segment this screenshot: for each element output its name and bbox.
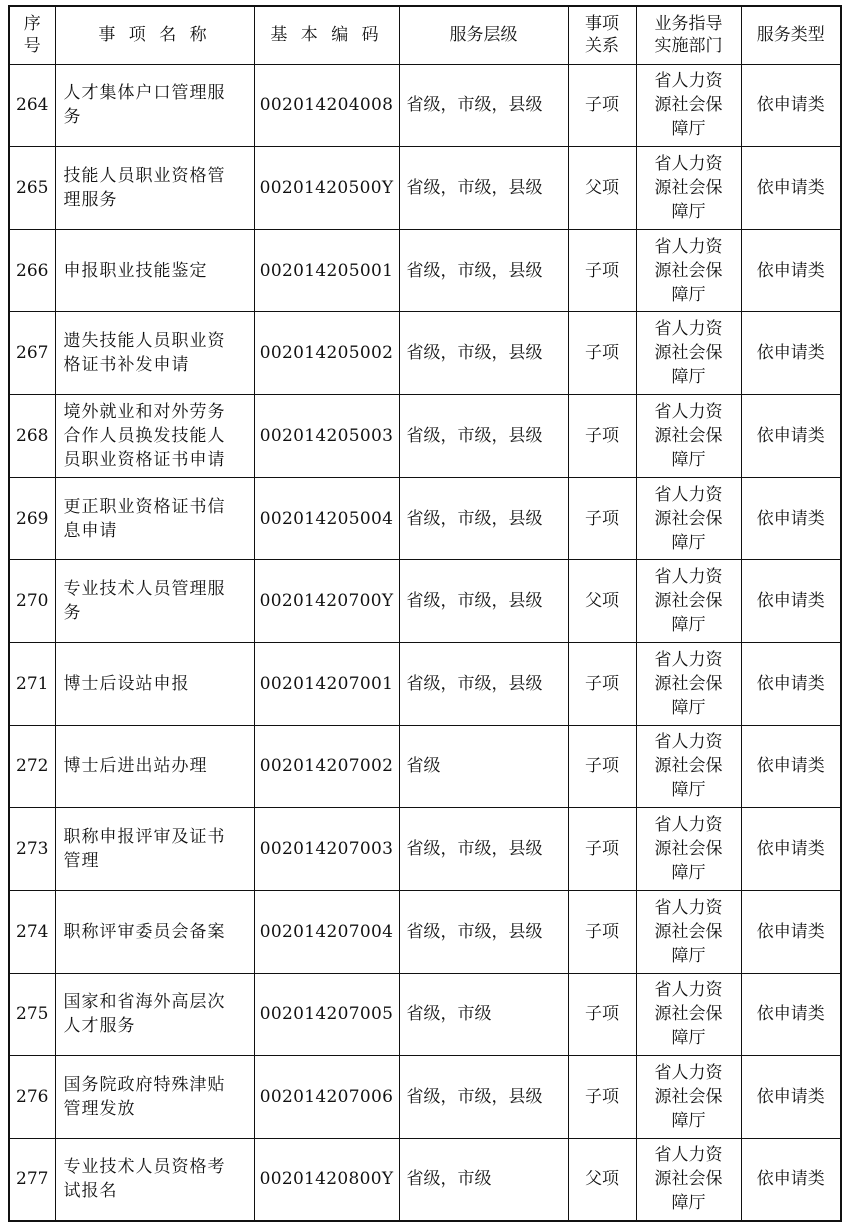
cell-seq: 264 [9, 64, 55, 147]
item-name-line: 博士后设站申报 [63, 673, 190, 694]
department-line: 障厅 [671, 367, 706, 388]
cell-service-type: 依申请类 [741, 1056, 841, 1139]
header-name: 事 项 名 称 [55, 6, 254, 64]
table-row [9, 973, 841, 1056]
cell-service-level: 省级，市级，县级 [399, 890, 568, 973]
department-line: 源社会保 [654, 95, 723, 116]
cell-service-type: 依申请类 [741, 725, 841, 808]
department-line: 省人力资 [654, 567, 723, 588]
department-line: 源社会保 [654, 343, 723, 364]
cell-seq: 265 [9, 147, 55, 230]
cell-item-name [55, 147, 254, 230]
department-line: 省人力资 [654, 1145, 723, 1166]
cell-item-name [55, 1138, 254, 1221]
department-line: 障厅 [671, 945, 706, 966]
item-name-line: 专业技术人员资格考 [63, 1157, 226, 1178]
department-line: 省人力资 [654, 153, 723, 174]
department-line: 障厅 [671, 201, 706, 222]
table-row [9, 808, 841, 891]
header-seq-line-2: 号 [23, 36, 41, 57]
item-name-line: 员职业资格证书申请 [63, 449, 226, 470]
cell-relation: 子项 [568, 725, 636, 808]
table-row [9, 229, 841, 312]
cell-department [636, 808, 741, 891]
cell-service-type: 依申请类 [741, 312, 841, 395]
department-line: 源社会保 [654, 177, 723, 198]
table-row [9, 64, 841, 147]
cell-service-type: 依申请类 [741, 973, 841, 1056]
cell-service-level: 省级，市级，县级 [399, 642, 568, 725]
cell-service-level: 省级，市级，县级 [399, 147, 568, 230]
cell-relation: 子项 [568, 229, 636, 312]
cell-code: 002014207006 [254, 1056, 399, 1139]
cell-relation: 父项 [568, 147, 636, 230]
cell-service-type: 依申请类 [741, 477, 841, 560]
cell-relation: 子项 [568, 477, 636, 560]
cell-department [636, 890, 741, 973]
table-row [9, 477, 841, 560]
cell-code: 002014207001 [254, 642, 399, 725]
item-name-line: 境外就业和对外劳务 [63, 401, 226, 422]
item-name-line: 管理 [63, 851, 100, 872]
cell-item-name [55, 560, 254, 643]
cell-department [636, 477, 741, 560]
cell-service-type: 依申请类 [741, 890, 841, 973]
item-name-line: 申报职业技能鉴定 [63, 260, 208, 281]
header-relation-line-2: 关系 [585, 36, 619, 57]
cell-seq: 268 [9, 395, 55, 478]
department-line: 障厅 [671, 449, 706, 470]
item-name-line: 管理发放 [63, 1099, 136, 1119]
header-dept-line-2: 实施部门 [654, 36, 723, 57]
cell-department [636, 1056, 741, 1139]
cell-code: 00201420800Y [254, 1138, 399, 1221]
cell-service-type: 依申请类 [741, 560, 841, 643]
item-name-line: 务 [63, 603, 82, 624]
department-line: 省人力资 [654, 897, 723, 918]
item-name-line: 职称评审委员会备案 [63, 921, 226, 942]
cell-item-name [55, 890, 254, 973]
item-name-line: 博士后进出站办理 [63, 756, 208, 777]
item-name-line: 人才集体户口管理服 [63, 83, 226, 104]
cell-relation: 子项 [568, 642, 636, 725]
table-row [9, 725, 841, 808]
cell-relation: 父项 [568, 1138, 636, 1221]
department-line: 省人力资 [654, 980, 723, 1001]
cell-seq: 271 [9, 642, 55, 725]
cell-service-level: 省级，市级 [399, 973, 568, 1056]
department-line: 省人力资 [654, 815, 723, 836]
cell-seq: 274 [9, 890, 55, 973]
cell-seq: 273 [9, 808, 55, 891]
item-name-line: 试报名 [63, 1181, 118, 1202]
department-line: 源社会保 [654, 260, 723, 281]
table-row [9, 312, 841, 395]
cell-service-type: 依申请类 [741, 1138, 841, 1221]
department-line: 省人力资 [654, 484, 723, 505]
cell-service-level: 省级，市级 [399, 1138, 568, 1221]
cell-service-type: 依申请类 [741, 642, 841, 725]
cell-relation: 子项 [568, 1056, 636, 1139]
table-row [9, 1138, 841, 1221]
header-type: 服务类型 [741, 6, 841, 64]
item-name-line: 专业技术人员管理服 [63, 579, 226, 600]
department-line: 障厅 [671, 1193, 706, 1214]
item-name-line: 国务院政府特殊津贴 [63, 1075, 226, 1095]
cell-service-level: 省级 [399, 725, 568, 808]
cell-item-name [55, 312, 254, 395]
cell-department [636, 973, 741, 1056]
table-row [9, 890, 841, 973]
item-name-line: 合作人员换发技能人 [63, 425, 226, 446]
cell-relation: 子项 [568, 808, 636, 891]
cell-seq: 267 [9, 312, 55, 395]
department-line: 障厅 [671, 697, 706, 718]
cell-service-level: 省级，市级，县级 [399, 64, 568, 147]
cell-seq: 275 [9, 973, 55, 1056]
cell-service-level: 省级，市级，县级 [399, 312, 568, 395]
cell-seq: 266 [9, 229, 55, 312]
header-code: 基 本 编 码 [254, 6, 399, 64]
department-line: 源社会保 [654, 508, 723, 529]
department-line: 源社会保 [654, 425, 723, 446]
cell-relation: 子项 [568, 890, 636, 973]
department-line: 障厅 [671, 863, 706, 884]
department-line: 源社会保 [654, 839, 723, 860]
cell-service-level: 省级，市级，县级 [399, 477, 568, 560]
item-name-line: 理服务 [63, 189, 118, 210]
department-line: 省人力资 [654, 401, 723, 422]
cell-department [636, 1138, 741, 1221]
cell-department [636, 229, 741, 312]
cell-department [636, 312, 741, 395]
cell-service-level: 省级，市级，县级 [399, 229, 568, 312]
table-row [9, 1056, 841, 1139]
cell-seq: 269 [9, 477, 55, 560]
cell-seq: 277 [9, 1138, 55, 1221]
department-line: 障厅 [671, 1028, 706, 1049]
cell-relation: 子项 [568, 395, 636, 478]
item-name-line: 更正职业资格证书信 [63, 496, 226, 517]
item-name-line: 职称申报评审及证书 [63, 827, 226, 848]
cell-service-level: 省级，市级，县级 [399, 808, 568, 891]
cell-seq: 272 [9, 725, 55, 808]
department-line: 省人力资 [654, 71, 723, 92]
cell-item-name [55, 395, 254, 478]
header-dept [636, 6, 741, 64]
header-level: 服务层级 [399, 6, 568, 64]
department-line: 源社会保 [654, 1004, 723, 1025]
department-line: 障厅 [671, 780, 706, 801]
cell-service-type: 依申请类 [741, 395, 841, 478]
cell-code: 002014205003 [254, 395, 399, 478]
cell-item-name [55, 1056, 254, 1139]
department-line: 省人力资 [654, 1063, 723, 1083]
item-name-line: 技能人员职业资格管 [63, 165, 226, 186]
header-relation-line-1: 事项 [585, 14, 619, 35]
cell-relation: 子项 [568, 973, 636, 1056]
table-row [9, 560, 841, 643]
cell-service-type: 依申请类 [741, 147, 841, 230]
table-row [9, 395, 841, 478]
cell-department [636, 725, 741, 808]
department-line: 障厅 [671, 615, 706, 636]
cell-item-name [55, 973, 254, 1056]
cell-department [636, 560, 741, 643]
header-row [9, 6, 841, 64]
department-line: 源社会保 [654, 591, 723, 612]
cell-code: 00201420500Y [254, 147, 399, 230]
cell-department [636, 64, 741, 147]
item-name-line: 国家和省海外高层次 [63, 992, 226, 1013]
cell-item-name [55, 477, 254, 560]
cell-seq: 276 [9, 1056, 55, 1139]
cell-service-level: 省级，市级，县级 [399, 395, 568, 478]
cell-code: 002014207003 [254, 808, 399, 891]
department-line: 源社会保 [654, 921, 723, 942]
cell-item-name [55, 64, 254, 147]
cell-code: 002014205002 [254, 312, 399, 395]
department-line: 源社会保 [654, 756, 723, 777]
department-line: 源社会保 [654, 1169, 723, 1190]
header-dept-line-1: 业务指导 [654, 14, 723, 35]
item-name-line: 务 [63, 107, 82, 128]
cell-service-level: 省级，市级，县级 [399, 1056, 568, 1139]
item-name-line: 格证书补发申请 [63, 355, 190, 376]
service-items-table [8, 5, 842, 1222]
cell-item-name [55, 725, 254, 808]
department-line: 省人力资 [654, 319, 723, 340]
cell-department [636, 147, 741, 230]
department-line: 省人力资 [654, 649, 723, 670]
department-line: 源社会保 [654, 673, 723, 694]
department-line: 障厅 [671, 1111, 706, 1131]
item-name-line: 遗失技能人员职业资 [63, 331, 226, 352]
table-body [9, 64, 841, 1221]
header-seq [9, 6, 55, 64]
cell-code: 00201420700Y [254, 560, 399, 643]
cell-department [636, 642, 741, 725]
cell-department [636, 395, 741, 478]
cell-service-type: 依申请类 [741, 64, 841, 147]
cell-code: 002014207002 [254, 725, 399, 808]
department-line: 障厅 [671, 119, 706, 140]
department-line: 省人力资 [654, 236, 723, 257]
cell-code: 002014207004 [254, 890, 399, 973]
cell-item-name [55, 229, 254, 312]
cell-service-type: 依申请类 [741, 808, 841, 891]
cell-relation: 子项 [568, 64, 636, 147]
table-row [9, 642, 841, 725]
cell-code: 002014205001 [254, 229, 399, 312]
cell-item-name [55, 808, 254, 891]
item-name-line: 息申请 [63, 520, 118, 541]
item-name-line: 人才服务 [63, 1016, 136, 1037]
department-line: 障厅 [671, 284, 706, 305]
cell-relation: 子项 [568, 312, 636, 395]
table-row [9, 147, 841, 230]
cell-service-level: 省级，市级，县级 [399, 560, 568, 643]
department-line: 源社会保 [654, 1087, 723, 1107]
header-seq-line-1: 序 [23, 14, 41, 35]
cell-seq: 270 [9, 560, 55, 643]
department-line: 障厅 [671, 532, 706, 553]
cell-item-name [55, 642, 254, 725]
cell-code: 002014204008 [254, 64, 399, 147]
cell-service-type: 依申请类 [741, 229, 841, 312]
cell-code: 002014207005 [254, 973, 399, 1056]
cell-code: 002014205004 [254, 477, 399, 560]
cell-relation: 父项 [568, 560, 636, 643]
header-relation [568, 6, 636, 64]
department-line: 省人力资 [654, 732, 723, 753]
